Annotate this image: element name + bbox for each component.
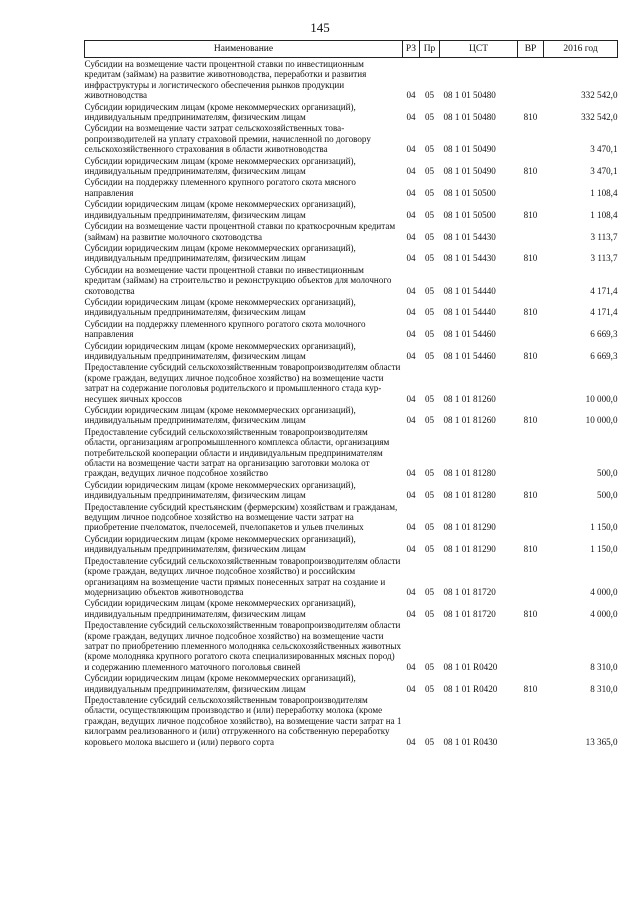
row-cst-cell: 08 1 01 81720 [443,586,496,597]
table-row [85,340,618,362]
row-name-cell: Субсидии юридическим лицам (кроме некоммерческих организаций), индивидуальным предпринимателям, физическим лицам [84,340,356,361]
row-vr-cell: 810 [523,490,538,501]
row-pr-cell: 05 [424,736,435,747]
row-vr-cell [518,122,544,154]
row-amount-cell: 10 000,0 [585,393,618,404]
row-rz-cell: 04 [406,608,416,619]
row-name-cell: Субсидии юридическим лицам (кроме некоммерческих организаций), индивидуальным предпринимателям, физическим лицам [84,296,356,318]
row-amount-cell: 1 108,4 [590,187,618,198]
row-amount-cell: 6 669,3 [590,329,618,340]
row-name-cell: Предоставление субсидий сельскохозяйственным товаропроизводителям области (кроме граждан, ведущих личное подсобное хозяйство) и российским организациям на возмещение части прямых понесенных затрат на создание и модернизацию объектов животноводства [84,555,401,597]
table-row [85,176,618,198]
row-cst-cell: 08 1 01 50490 [443,166,496,177]
row-cst-cell: 08 1 01 50500 [443,187,496,198]
row-vr-cell [518,619,544,672]
row-rz-cell: 04 [406,285,416,296]
row-pr-cell: 05 [424,608,435,619]
row-amount-cell: 4 000,0 [590,608,618,619]
row-amount-cell: 1 150,0 [590,522,618,533]
row-rz-cell: 04 [406,736,416,747]
row-rz-cell: 04 [406,307,416,318]
table-row [85,597,618,619]
row-cst-cell: 08 1 01 81720 [443,608,496,619]
row-pr-cell: 05 [424,586,435,597]
row-vr-cell: 810 [523,166,538,177]
row-cst-cell: 08 1 01 50480 [443,90,496,101]
row-cst-cell: 08 1 01 81290 [443,522,496,533]
row-cst-cell: 08 1 01 81280 [443,490,496,501]
row-pr-cell: 05 [424,231,435,242]
row-pr-cell: 05 [424,209,435,220]
row-vr-cell [518,58,544,101]
header-vr: ВР [518,41,544,58]
row-vr-cell [518,264,544,296]
row-pr-cell: 05 [424,285,435,296]
row-amount-cell: 500,0 [597,468,618,479]
row-vr-cell [518,318,544,340]
header-pr: Пр [420,41,440,58]
row-vr-cell [518,555,544,598]
row-vr-cell: 810 [523,350,538,361]
row-pr-cell: 05 [424,307,435,318]
row-rz-cell: 04 [406,231,416,242]
row-amount-cell: 8 310,0 [590,683,618,694]
row-amount-cell: 332 542,0 [581,90,618,101]
row-cst-cell: 08 1 01 81280 [443,468,496,479]
table-row [85,501,618,533]
row-rz-cell: 04 [406,415,416,426]
row-cst-cell: 08 1 01 50490 [443,144,496,155]
table-row [85,58,618,101]
header-name: Наименование [85,41,403,58]
row-vr-cell: 810 [523,253,538,264]
row-cst-cell: 08 1 01 81290 [443,544,496,555]
row-amount-cell: 4 171,4 [590,285,618,296]
table-row [85,296,618,318]
table-row [85,479,618,501]
row-name-cell: Субсидии на возмещение части затрат сельскохозяйственных товаропроизводителей на уплату страховой премии, начисленной по договору сельскохозяйственного страхования в области животноводства [84,123,371,155]
page-number: 145 [310,20,330,35]
table-row [85,533,618,555]
header-year: 2016 год [544,41,618,58]
row-rz-cell: 04 [406,683,416,694]
row-cst-cell: 08 1 01 R0420 [443,683,498,694]
row-amount-cell: 3 470,1 [590,166,618,177]
table-row [85,242,618,264]
row-pr-cell: 05 [424,661,435,672]
row-name-cell: Субсидии юридическим лицам (кроме некоммерческих организаций), индивидуальным предпринимателям, физическим лицам [84,101,356,123]
row-rz-cell: 04 [406,586,416,597]
row-pr-cell: 05 [424,112,435,123]
row-rz-cell: 04 [406,393,416,404]
table-row [85,220,618,242]
row-vr-cell: 810 [523,683,538,694]
row-amount-cell: 3 470,1 [590,144,618,155]
row-pr-cell: 05 [424,90,435,101]
row-name-cell: Субсидии на поддержку племенного крупного рогатого скота мясного направления [84,177,356,198]
header-cst: ЦСТ [440,41,518,58]
row-name-cell: Субсидии на возмещение части процентной ставки по инвестиционным кредитам (займам) на строительство и реконструкцию объектов для молочного скотоводства [84,264,392,296]
row-cst-cell: 08 1 01 50480 [443,112,496,123]
table-row [85,101,618,123]
row-amount-cell: 332 542,0 [581,112,618,123]
table-row [85,122,618,154]
row-name-cell: Субсидии на возмещение части процентной ставки по инвестиционным кредитам (займам) на развитие животноводства, переработки и развития инфраструктуры и логистического обеспечения рынков продукции животноводства [84,59,367,101]
table-header-row [85,41,618,58]
row-pr-cell: 05 [424,683,435,694]
row-rz-cell: 04 [406,90,416,101]
row-pr-cell: 05 [424,490,435,501]
row-cst-cell: 08 1 01 54460 [443,350,496,361]
table-row [85,694,618,747]
row-vr-cell [518,176,544,198]
row-amount-cell: 1 108,4 [590,209,618,220]
row-rz-cell: 04 [406,144,416,155]
row-pr-cell: 05 [424,144,435,155]
table-row [85,318,618,340]
table-row [85,672,618,694]
row-pr-cell: 05 [424,329,435,340]
row-pr-cell: 05 [424,350,435,361]
table-row [85,155,618,177]
row-name-cell: Субсидии на возмещение части процентной ставки по краткосрочным кредитам (займам) на развитие молочного скотоводства [84,221,396,242]
row-amount-cell: 500,0 [597,490,618,501]
row-rz-cell: 04 [406,209,416,220]
row-cst-cell: 08 1 01 54430 [443,253,496,264]
row-name-cell: Субсидии на поддержку племенного крупного рогатого скота молочного направления [84,318,366,340]
row-amount-cell: 4 000,0 [590,586,618,597]
row-rz-cell: 04 [406,522,416,533]
row-cst-cell: 08 1 01 81260 [443,393,496,404]
row-vr-cell: 810 [523,209,538,220]
row-vr-cell: 810 [523,544,538,555]
row-rz-cell: 04 [406,329,416,340]
row-vr-cell [518,501,544,533]
table-row [85,361,618,404]
row-cst-cell: 08 1 01 54440 [443,285,496,296]
row-name-cell: Предоставление субсидий сельскохозяйственным товаропроизводителям области (кроме граждан, ведущих личное подсобное хозяйство) на возмещение части затрат на содержание поголовья родительского и промышленного стада кур-несушек яичных кроссов [84,362,401,404]
row-vr-cell [518,426,544,479]
row-cst-cell: 08 1 01 54440 [443,307,496,318]
row-pr-cell: 05 [424,468,435,479]
row-amount-cell: 3 113,7 [590,253,618,264]
row-vr-cell [518,220,544,242]
row-cst-cell: 08 1 01 54460 [443,329,496,340]
row-vr-cell [518,694,544,747]
row-name-cell: Субсидии юридическим лицам (кроме некоммерческих организаций), индивидуальным предпринимателям, физическим лицам [84,598,356,619]
row-name-cell: Субсидии юридическим лицам (кроме некоммерческих организаций), индивидуальным предпринимателям, физическим лицам [84,533,356,555]
table-row [85,198,618,220]
row-vr-cell [518,361,544,404]
row-name-cell: Субсидии юридическим лицам (кроме некоммерческих организаций), индивидуальным предпринимателям, физическим лицам [84,405,356,426]
row-amount-cell: 8 310,0 [590,661,618,672]
row-cst-cell: 08 1 01 50500 [443,209,496,220]
row-rz-cell: 04 [406,661,416,672]
row-pr-cell: 05 [424,415,435,426]
table-row [85,264,618,296]
row-amount-cell: 3 113,7 [590,231,618,242]
row-rz-cell: 04 [406,468,416,479]
row-cst-cell: 08 1 01 R0430 [443,736,498,747]
row-rz-cell: 04 [406,187,416,198]
row-name-cell: Предоставление субсидий сельскохозяйственным товаропроизводителям области, осуществляющим производство и (или) переработку молока (кроме граждан, ведущих личное подсобное хозяйство), на возмещение части затрат на 1 килограмм реализованного и (или) отгруженного на собственную переработку коровьего молока высшего и (или) первого сорта [84,694,402,747]
row-pr-cell: 05 [424,544,435,555]
row-amount-cell: 4 171,4 [590,307,618,318]
row-pr-cell: 05 [424,253,435,264]
row-rz-cell: 04 [406,350,416,361]
row-name-cell: Субсидии юридическим лицам (кроме некоммерческих организаций), индивидуальным предпринимателям, физическим лицам [84,479,356,501]
row-pr-cell: 05 [424,166,435,177]
row-vr-cell: 810 [523,608,538,619]
row-name-cell: Предоставление субсидий сельскохозяйственным товаропроизводителям области (кроме граждан, ведущих личное подсобное хозяйство) на возмещение части затрат по приобретению племенного молодняка сельскохозяйственных животных (кроме молодняка крупного рогатого скота специализированных мясных пород) и содержанию племенного маточного поголовья свиней [84,620,402,672]
row-name-cell: Предоставление субсидий сельскохозяйственным товаропроизводителям области, организациям агропромышленного комплекса области, организациям потребительской кооперации области и индивидуальным предпринимателям области на возмещение части затрат на организацию заготовки молока от граждан, ведущих личное подсобное хозяйство [84,426,390,479]
table-row [85,619,618,672]
row-amount-cell: 6 669,3 [590,350,618,361]
row-pr-cell: 05 [424,393,435,404]
header-rz: РЗ [403,41,420,58]
row-vr-cell: 810 [523,415,538,426]
row-rz-cell: 04 [406,544,416,555]
row-name-cell: Субсидии юридическим лицам (кроме некоммерческих организаций), индивидуальным предпринимателям, физическим лицам [84,242,356,264]
row-amount-cell: 1 150,0 [590,544,618,555]
row-cst-cell: 08 1 01 54430 [443,231,496,242]
row-vr-cell: 810 [523,307,538,318]
row-cst-cell: 08 1 01 R0420 [443,661,498,672]
row-rz-cell: 04 [406,166,416,177]
row-name-cell: Субсидии юридическим лицам (кроме некоммерческих организаций), индивидуальным предпринимателям, физическим лицам [84,673,356,694]
row-pr-cell: 05 [424,522,435,533]
row-rz-cell: 04 [406,253,416,264]
row-vr-cell: 810 [523,112,538,123]
table-body [85,58,618,748]
table-row [85,555,618,598]
row-pr-cell: 05 [424,187,435,198]
row-cst-cell: 08 1 01 81260 [443,415,496,426]
row-amount-cell: 13 365,0 [585,736,618,747]
budget-table [84,40,618,747]
row-rz-cell: 04 [406,490,416,501]
row-amount-cell: 10 000,0 [585,415,618,426]
row-name-cell: Предоставление субсидий крестьянским (фермерским) хозяйствам и гражданам, ведущим личное подсобное хозяйство на возмещение части затрат на приобретение пчеломаток, пчелосемей, пчелопакетов и ульев пчелиных [84,501,398,533]
row-rz-cell: 04 [406,112,416,123]
table-row [85,426,618,479]
row-name-cell: Субсидии юридическим лицам (кроме некоммерческих организаций), индивидуальным предпринимателям, физическим лицам [84,199,356,220]
row-name-cell: Субсидии юридическим лицам (кроме некоммерческих организаций), индивидуальным предпринимателям, физическим лицам [84,155,356,177]
table-row [85,404,618,426]
